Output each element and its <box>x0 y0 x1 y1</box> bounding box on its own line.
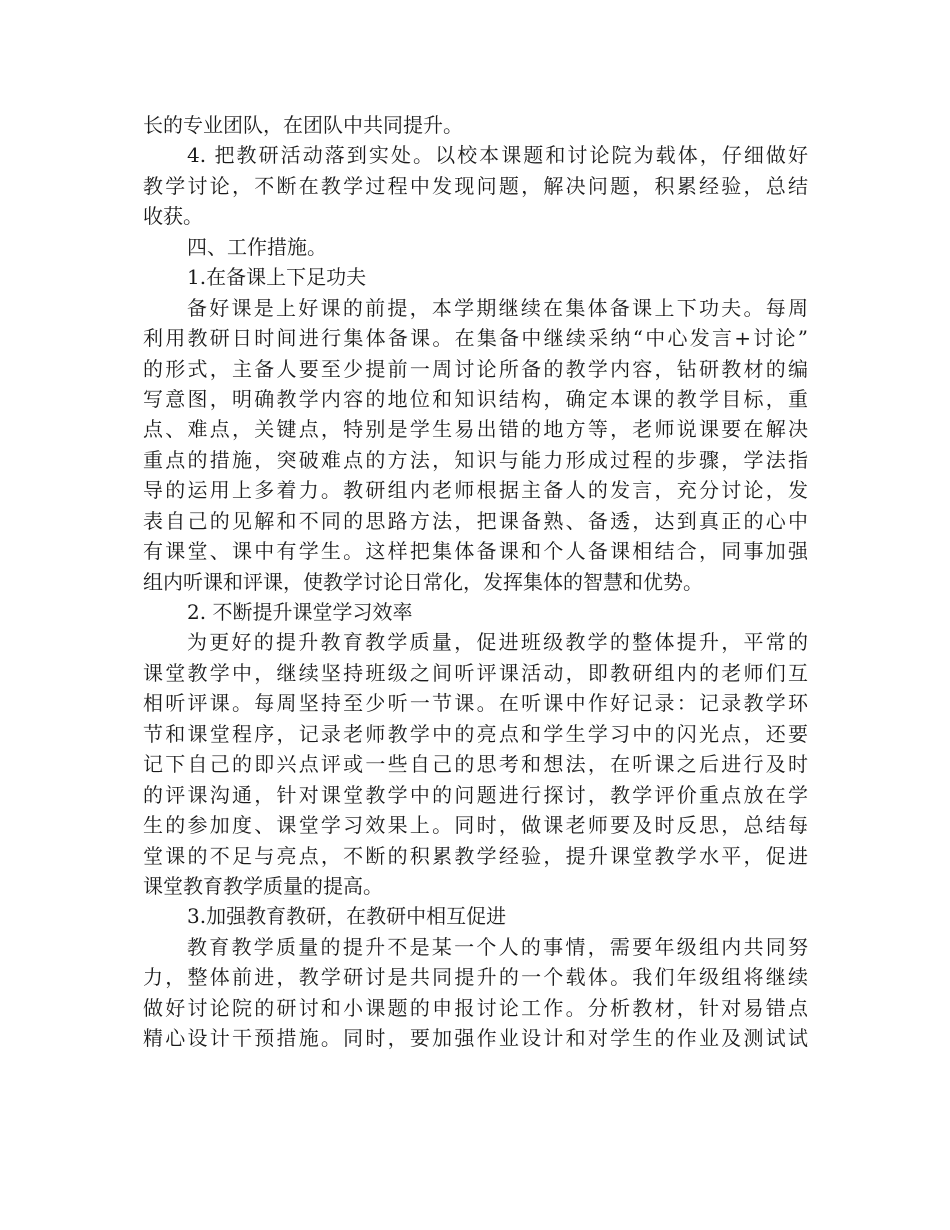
text-line: 点、难点，关键点，特别是学生易出错的地方等，老师说课要在解决 <box>143 417 808 442</box>
text-line: 做好讨论院的研讨和小课题的申报讨论工作。分析教材，针对易错点 <box>143 995 808 1020</box>
text-line: 四、工作措施。 <box>187 234 327 259</box>
text-line: 节和课堂程序，记录老师教学中的亮点和学生学习中的闪光点，还要 <box>143 721 808 746</box>
text-line: 有课堂、课中有学生。这样把集体备课和个人备课相结合，同事加强 <box>143 539 808 564</box>
text-line: 的评课沟通，针对课堂教学中的问题进行探讨，教学评价重点放在学 <box>143 782 808 807</box>
text-line: 4. 把教研活动落到实处。以校本课题和讨论院为载体，仔细做好 <box>187 143 808 168</box>
text-line: 3.加强教育教研，在教研中相互促进 <box>187 904 507 929</box>
text-line: 为更好的提升教育教学质量，促进班级教学的整体提升，平常的 <box>187 630 808 655</box>
text-line: 重点的措施，突破难点的方法，知识与能力形成过程的步骤，学法指 <box>143 447 808 472</box>
text-line: 教学讨论，不断在教学过程中发现问题，解决问题，积累经验，总结 <box>143 173 808 198</box>
text-line: 堂课的不足与亮点，不断的积累教学经验，提升课堂教学水平，促进 <box>143 843 808 868</box>
text-line: 备好课是上好课的前提，本学期继续在集体备课上下功夫。每周 <box>187 295 808 320</box>
text-line: 记下自己的即兴点评或一些自己的思考和想法，在听课之后进行及时 <box>143 752 808 777</box>
text-line: 课堂教学中，继续坚持班级之间听评课活动，即教研组内的老师们互 <box>143 660 808 685</box>
text-line: 教育教学质量的提升不是某一个人的事情，需要年级组内共同努 <box>187 934 808 959</box>
text-line: 利用教研日时间进行集体备课。在集备中继续采纳“中心发言+讨论” <box>143 326 808 351</box>
text-line: 长的专业团队，在团队中共同提升。 <box>143 113 463 137</box>
text-line: 导的运用上多着力。教研组内老师根据主备人的发言，充分讨论，发 <box>143 478 808 503</box>
text-line: 力，整体前进，教学研讨是共同提升的一个载体。我们年级组将继续 <box>143 965 808 990</box>
text-line: 收获。 <box>143 204 203 229</box>
text-line: 生的参加度、课堂学习效果上。同时，做课老师要及时反思，总结每 <box>143 813 808 838</box>
text-line: 1.在备课上下足功夫 <box>187 265 367 290</box>
text-line: 精心设计干预措施。同时，要加强作业设计和对学生的作业及测试试 <box>143 1026 808 1051</box>
text-line: 写意图，明确教学内容的地位和知识结构，确定本课的教学目标，重 <box>143 386 808 411</box>
text-line: 相听评课。每周坚持至少听一节课。在听课中作好记录：记录教学环 <box>143 691 808 716</box>
text-line: 课堂教育教学质量的提高。 <box>143 873 383 898</box>
text-line: 组内听课和评课，使教学讨论日常化，发挥集体的智慧和优势。 <box>143 569 703 594</box>
text-line: 2. 不断提升课堂学习效率 <box>187 600 413 624</box>
text-line: 表自己的见解和不同的思路方法，把课备熟、备透，达到真正的心中 <box>143 508 808 533</box>
document-body <box>143 110 808 1054</box>
text-line: 的形式，主备人要至少提前一周讨论所备的教学内容，钻研教材的编 <box>143 356 808 381</box>
